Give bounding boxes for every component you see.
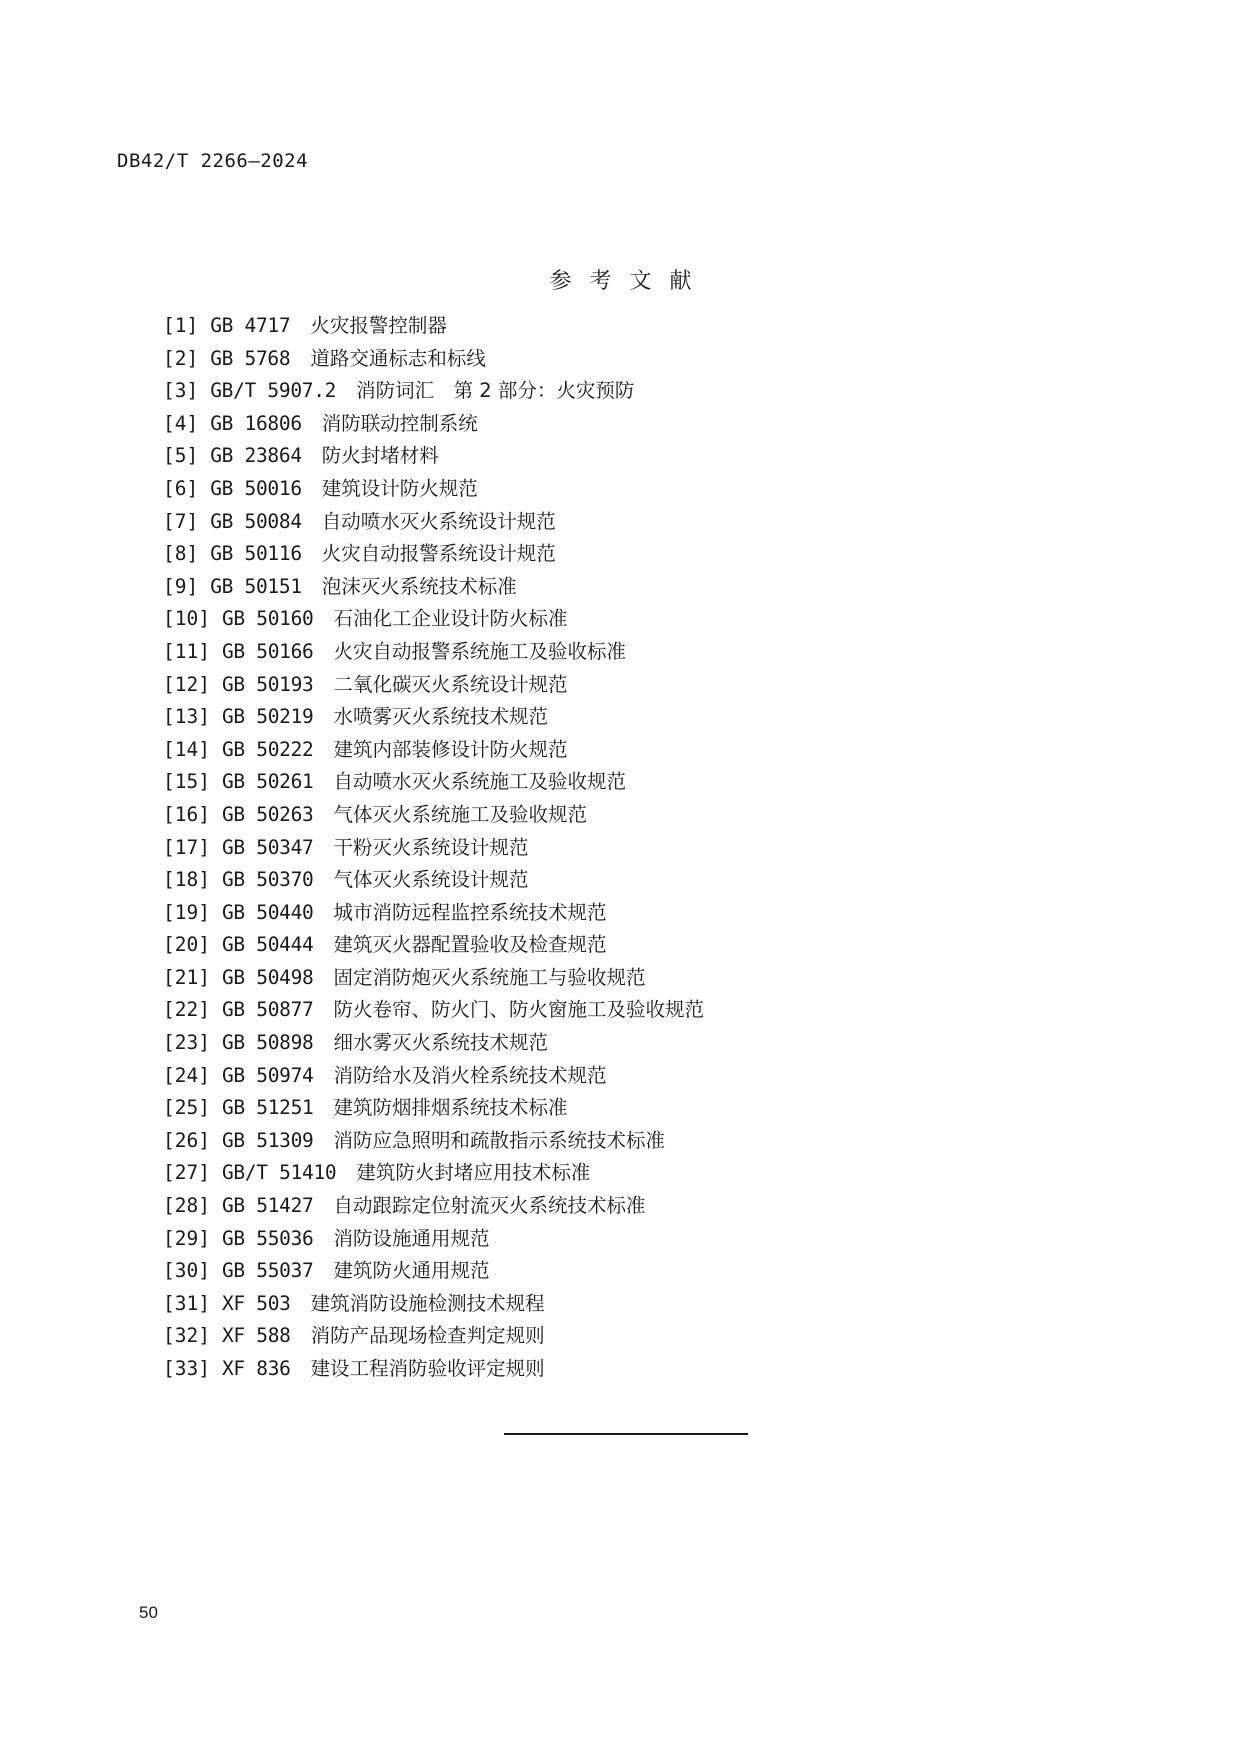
standard-code: GB 51427 <box>221 1194 314 1218</box>
standard-code: GB 50440 <box>221 900 314 924</box>
reference-item <box>163 603 704 636</box>
standard-title: 自动跟踪定位射流灭火系统技术标准 <box>333 1194 646 1218</box>
reference-item <box>163 1320 704 1353</box>
reference-item <box>163 1353 704 1386</box>
reference-item <box>163 506 704 539</box>
standard-title: 火灾自动报警系统设计规范 <box>321 542 556 566</box>
section-title: 参考文献 <box>549 269 710 294</box>
reference-number: [20] <box>163 933 210 957</box>
standard-title: 建筑内部装修设计防火规范 <box>333 737 568 761</box>
reference-number: [15] <box>163 770 210 794</box>
reference-number: [26] <box>163 1128 210 1152</box>
reference-item <box>163 799 704 832</box>
reference-item <box>163 864 704 897</box>
standard-code: GB 51309 <box>221 1128 314 1152</box>
reference-number: [1] <box>163 314 199 337</box>
reference-item <box>163 375 704 408</box>
standard-title: 防火卷帘、防火门、防火窗施工及验收规范 <box>333 998 705 1022</box>
reference-number: [14] <box>163 737 210 761</box>
reference-number: [10] <box>163 607 210 631</box>
standard-code: GB 51251 <box>221 1096 314 1120</box>
standard-title: 消防产品现场检查判定规则 <box>310 1324 545 1348</box>
standard-code: XF 588 <box>221 1324 291 1348</box>
reference-number: [11] <box>163 639 210 663</box>
standard-title: 建设工程消防验收评定规则 <box>310 1357 545 1380</box>
standard-title: 城市消防远程监控系统技术规范 <box>333 900 607 924</box>
standard-title: 建筑设计防火规范 <box>321 476 478 500</box>
reference-item <box>163 1157 704 1190</box>
standard-title: 建筑防烟排烟系统技术标准 <box>333 1096 568 1120</box>
standard-title: 建筑防火通用规范 <box>333 1259 490 1283</box>
standard-title: 消防联动控制系统 <box>321 411 478 435</box>
reference-item <box>163 1060 704 1093</box>
reference-item <box>163 1092 704 1125</box>
standard-code: GB 50151 <box>210 574 302 598</box>
reference-item <box>163 766 704 799</box>
standard-title: 石油化工企业设计防火标准 <box>333 607 568 631</box>
reference-item <box>163 1255 704 1288</box>
standard-code: GB/T 51410 <box>221 1161 337 1185</box>
standard-code: XF 503 <box>221 1291 291 1315</box>
reference-number: [7] <box>163 509 199 533</box>
standard-title: 建筑防火封堵应用技术标准 <box>356 1161 591 1185</box>
reference-item <box>163 701 704 734</box>
reference-number: [31] <box>163 1291 210 1315</box>
standard-title: 消防应急照明和疏散指示系统技术标准 <box>333 1128 666 1152</box>
standard-title: 消防设施通用规范 <box>333 1226 490 1250</box>
reference-item <box>163 473 704 506</box>
reference-number: [17] <box>163 835 210 859</box>
reference-item <box>163 571 704 604</box>
standard-code: GB 50160 <box>221 607 314 631</box>
reference-item <box>163 310 704 343</box>
reference-number: [29] <box>163 1226 210 1250</box>
reference-item <box>163 734 704 767</box>
standard-title: 火灾自动报警系统施工及验收标准 <box>333 639 627 663</box>
reference-number: [30] <box>163 1259 210 1283</box>
reference-list <box>163 310 704 1386</box>
reference-number: [6] <box>163 476 199 500</box>
standard-title: 自动喷水灭火系统施工及验收规范 <box>333 770 627 794</box>
standard-code: GB 4717 <box>210 314 291 337</box>
reference-number: [12] <box>163 672 210 696</box>
standard-title: 消防词汇 第 2 部分：火灾预防 <box>356 379 635 403</box>
reference-number: [24] <box>163 1063 210 1087</box>
reference-item <box>163 994 704 1027</box>
reference-number: [8] <box>163 542 199 566</box>
standard-title: 自动喷水灭火系统设计规范 <box>321 509 556 533</box>
standard-code: GB 50877 <box>221 998 314 1022</box>
reference-number: [25] <box>163 1096 210 1120</box>
reference-item <box>163 962 704 995</box>
reference-item <box>163 408 704 441</box>
reference-number: [27] <box>163 1161 210 1185</box>
document-code: DB42/T 2266—2024 <box>117 150 309 172</box>
standard-title: 气体灭火系统设计规范 <box>333 868 529 892</box>
reference-item <box>163 636 704 669</box>
standard-title: 道路交通标志和标线 <box>310 346 486 370</box>
reference-item <box>163 1223 704 1256</box>
standard-title: 火灾报警控制器 <box>310 314 447 337</box>
standard-title: 二氧化碳灭火系统设计规范 <box>333 672 568 696</box>
reference-number: [23] <box>163 1031 210 1055</box>
standard-code: GB 50084 <box>210 509 302 533</box>
reference-item <box>163 897 704 930</box>
standard-code: GB 50370 <box>221 868 314 892</box>
standard-code: GB 50898 <box>221 1031 314 1055</box>
standard-code: GB 50261 <box>221 770 314 794</box>
reference-item <box>163 440 704 473</box>
reference-item <box>163 1027 704 1060</box>
standard-title: 建筑消防设施检测技术规程 <box>310 1291 545 1315</box>
standard-title: 固定消防炮灭火系统施工与验收规范 <box>333 965 646 989</box>
reference-item <box>163 1125 704 1158</box>
standard-code: GB 23864 <box>210 444 302 468</box>
standard-code: GB 50193 <box>221 672 314 696</box>
reference-number: [19] <box>163 900 210 924</box>
reference-number: [22] <box>163 998 210 1022</box>
standard-title: 建筑灭火器配置验收及检查规范 <box>333 933 607 957</box>
page-number: 50 <box>139 1603 158 1622</box>
reference-number: [28] <box>163 1194 210 1218</box>
standard-code: GB 55037 <box>221 1259 314 1283</box>
reference-number: [2] <box>163 346 199 370</box>
standard-title: 细水雾灭火系统技术规范 <box>333 1031 549 1055</box>
standard-title: 气体灭火系统施工及验收规范 <box>333 802 588 826</box>
reference-item <box>163 832 704 865</box>
standard-code: GB/T 5907.2 <box>210 379 337 403</box>
standard-code: GB 50219 <box>221 705 314 729</box>
standard-code: GB 50263 <box>221 802 314 826</box>
standard-code: XF 836 <box>221 1357 291 1380</box>
reference-number: [32] <box>163 1324 210 1348</box>
reference-number: [5] <box>163 444 199 468</box>
reference-number: [9] <box>163 574 199 598</box>
standard-code: GB 50016 <box>210 476 302 500</box>
standard-code: GB 50444 <box>221 933 314 957</box>
reference-item <box>163 538 704 571</box>
standard-code: GB 50166 <box>221 639 314 663</box>
end-rule-divider <box>504 1433 748 1435</box>
standard-code: GB 50498 <box>221 965 314 989</box>
standard-code: GB 50347 <box>221 835 314 859</box>
standard-code: GB 55036 <box>221 1226 314 1250</box>
reference-number: [33] <box>163 1357 210 1380</box>
reference-number: [3] <box>163 379 199 403</box>
reference-item <box>163 1288 704 1321</box>
standard-code: GB 50974 <box>221 1063 314 1087</box>
standard-title: 泡沫灭火系统技术标准 <box>321 574 517 598</box>
reference-number: [16] <box>163 802 210 826</box>
reference-number: [13] <box>163 705 210 729</box>
standard-code: GB 50116 <box>210 542 302 566</box>
reference-item <box>163 929 704 962</box>
reference-number: [21] <box>163 965 210 989</box>
standard-title: 消防给水及消火栓系统技术规范 <box>333 1063 607 1087</box>
standard-code: GB 16806 <box>210 411 302 435</box>
reference-number: [4] <box>163 411 199 435</box>
standard-title: 水喷雾灭火系统技术规范 <box>333 705 549 729</box>
reference-item <box>163 669 704 702</box>
standard-code: GB 50222 <box>221 737 314 761</box>
standard-code: GB 5768 <box>210 346 291 370</box>
standard-title: 防火封堵材料 <box>321 444 439 468</box>
standard-title: 干粉灭火系统设计规范 <box>333 835 529 859</box>
reference-number: [18] <box>163 868 210 892</box>
reference-item <box>163 343 704 376</box>
reference-item <box>163 1190 704 1223</box>
